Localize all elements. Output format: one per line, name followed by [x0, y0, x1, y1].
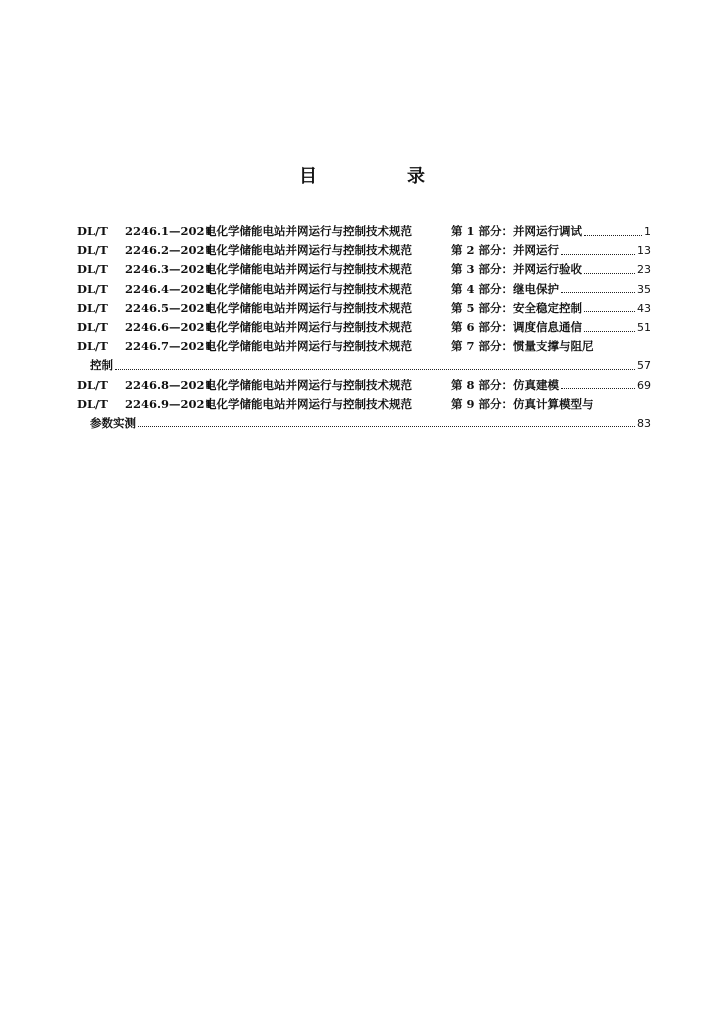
standard-title: 电化学储能电站并网运行与控制技术规范: [205, 396, 412, 411]
standard-title: 电化学储能电站并网运行与控制技术规范: [205, 300, 412, 315]
page-number: 23: [637, 263, 651, 277]
part-title-continuation: 控制: [90, 358, 113, 373]
part-title: 第 5 部分：安全稳定控制: [451, 300, 583, 315]
part-title: 第 6 部分：调度信息通信: [451, 319, 583, 334]
page-number: 35: [637, 282, 651, 296]
dot-leader: [584, 272, 635, 274]
part-title: 第 4 部分：继电保护: [451, 281, 560, 296]
part-continuation-cell: [90, 414, 651, 433]
page-number: 1: [644, 225, 651, 238]
standard-code: DL/T: [77, 339, 108, 354]
standard-number: 2246.3—2021: [125, 262, 213, 277]
toc-entry[interactable]: [77, 241, 651, 260]
toc-entry[interactable]: [77, 222, 651, 241]
standard-title: 电化学储能电站并网运行与控制技术规范: [205, 377, 412, 392]
toc-entry[interactable]: [77, 395, 651, 433]
toc-entry[interactable]: [77, 299, 651, 318]
dot-leader: [584, 310, 635, 312]
part-cell: [451, 222, 651, 241]
page-number: 13: [637, 244, 651, 258]
dot-leader: [561, 291, 635, 293]
standard-number: 2246.9—2021: [125, 396, 213, 411]
part-title-continuation: 参数实测: [90, 415, 136, 430]
part-cell: [451, 337, 651, 356]
standard-number: 2246.2—2021: [125, 243, 213, 258]
toc-entry[interactable]: [77, 376, 651, 395]
toc-entry[interactable]: [77, 280, 651, 299]
standard-code: DL/T: [77, 300, 108, 315]
standard-number: 2246.5—2021: [125, 300, 213, 315]
standard-code: DL/T: [77, 243, 108, 258]
standard-title: 电化学储能电站并网运行与控制技术规范: [205, 224, 412, 238]
standard-code: DL/T: [77, 319, 108, 334]
page-number: 43: [637, 301, 651, 315]
standard-title: 电化学储能电站并网运行与控制技术规范: [205, 281, 412, 296]
dot-leader: [115, 368, 635, 370]
standard-code: DL/T: [77, 262, 108, 277]
part-title: 第 2 部分：并网运行: [451, 243, 560, 258]
standard-code: DL/T: [77, 377, 108, 392]
page-number: 83: [637, 416, 651, 430]
standard-number: 2246.6—2021: [125, 319, 213, 334]
standard-title: 电化学储能电站并网运行与控制技术规范: [205, 243, 412, 258]
page-number: 57: [637, 359, 651, 373]
standard-code: DL/T: [77, 224, 108, 238]
toc-entry[interactable]: [77, 260, 651, 279]
standard-code: DL/T: [77, 281, 108, 296]
dot-leader: [584, 330, 635, 332]
standard-title: 电化学储能电站并网运行与控制技术规范: [205, 339, 412, 354]
standard-number: 2246.1—2021: [125, 224, 213, 238]
page-title: 目 录: [299, 166, 461, 187]
dot-leader: [561, 387, 635, 389]
part-title: 第 7 部分：惯量支撑与阻尼: [451, 339, 594, 354]
standard-number: 2246.4—2021: [125, 281, 213, 296]
part-cell: [451, 318, 651, 337]
dot-leader: [138, 425, 635, 427]
part-cell: [451, 280, 651, 299]
page-number: 51: [637, 320, 651, 334]
standard-number: 2246.8—2021: [125, 377, 213, 392]
dot-leader: [561, 253, 635, 255]
page-number: 69: [637, 378, 651, 392]
table-of-contents: [77, 222, 651, 433]
standard-number: 2246.7—2021: [125, 339, 213, 354]
part-cell: [451, 395, 651, 414]
part-title: 第 8 部分：仿真建模: [451, 377, 560, 392]
standard-title: 电化学储能电站并网运行与控制技术规范: [205, 319, 412, 334]
part-cell: [451, 260, 651, 279]
part-continuation-cell: [90, 356, 651, 375]
part-title: 第 9 部分：仿真计算模型与: [451, 396, 594, 411]
part-title: 第 1 部分：并网运行调试: [451, 224, 583, 238]
standard-code: DL/T: [77, 396, 108, 411]
part-title: 第 3 部分：并网运行验收: [451, 262, 583, 277]
part-cell: [451, 299, 651, 318]
standard-title: 电化学储能电站并网运行与控制技术规范: [205, 262, 412, 277]
part-cell: [451, 376, 651, 395]
part-cell: [451, 241, 651, 260]
dot-leader: [584, 234, 642, 236]
toc-entry[interactable]: [77, 318, 651, 337]
toc-entry[interactable]: [77, 337, 651, 375]
